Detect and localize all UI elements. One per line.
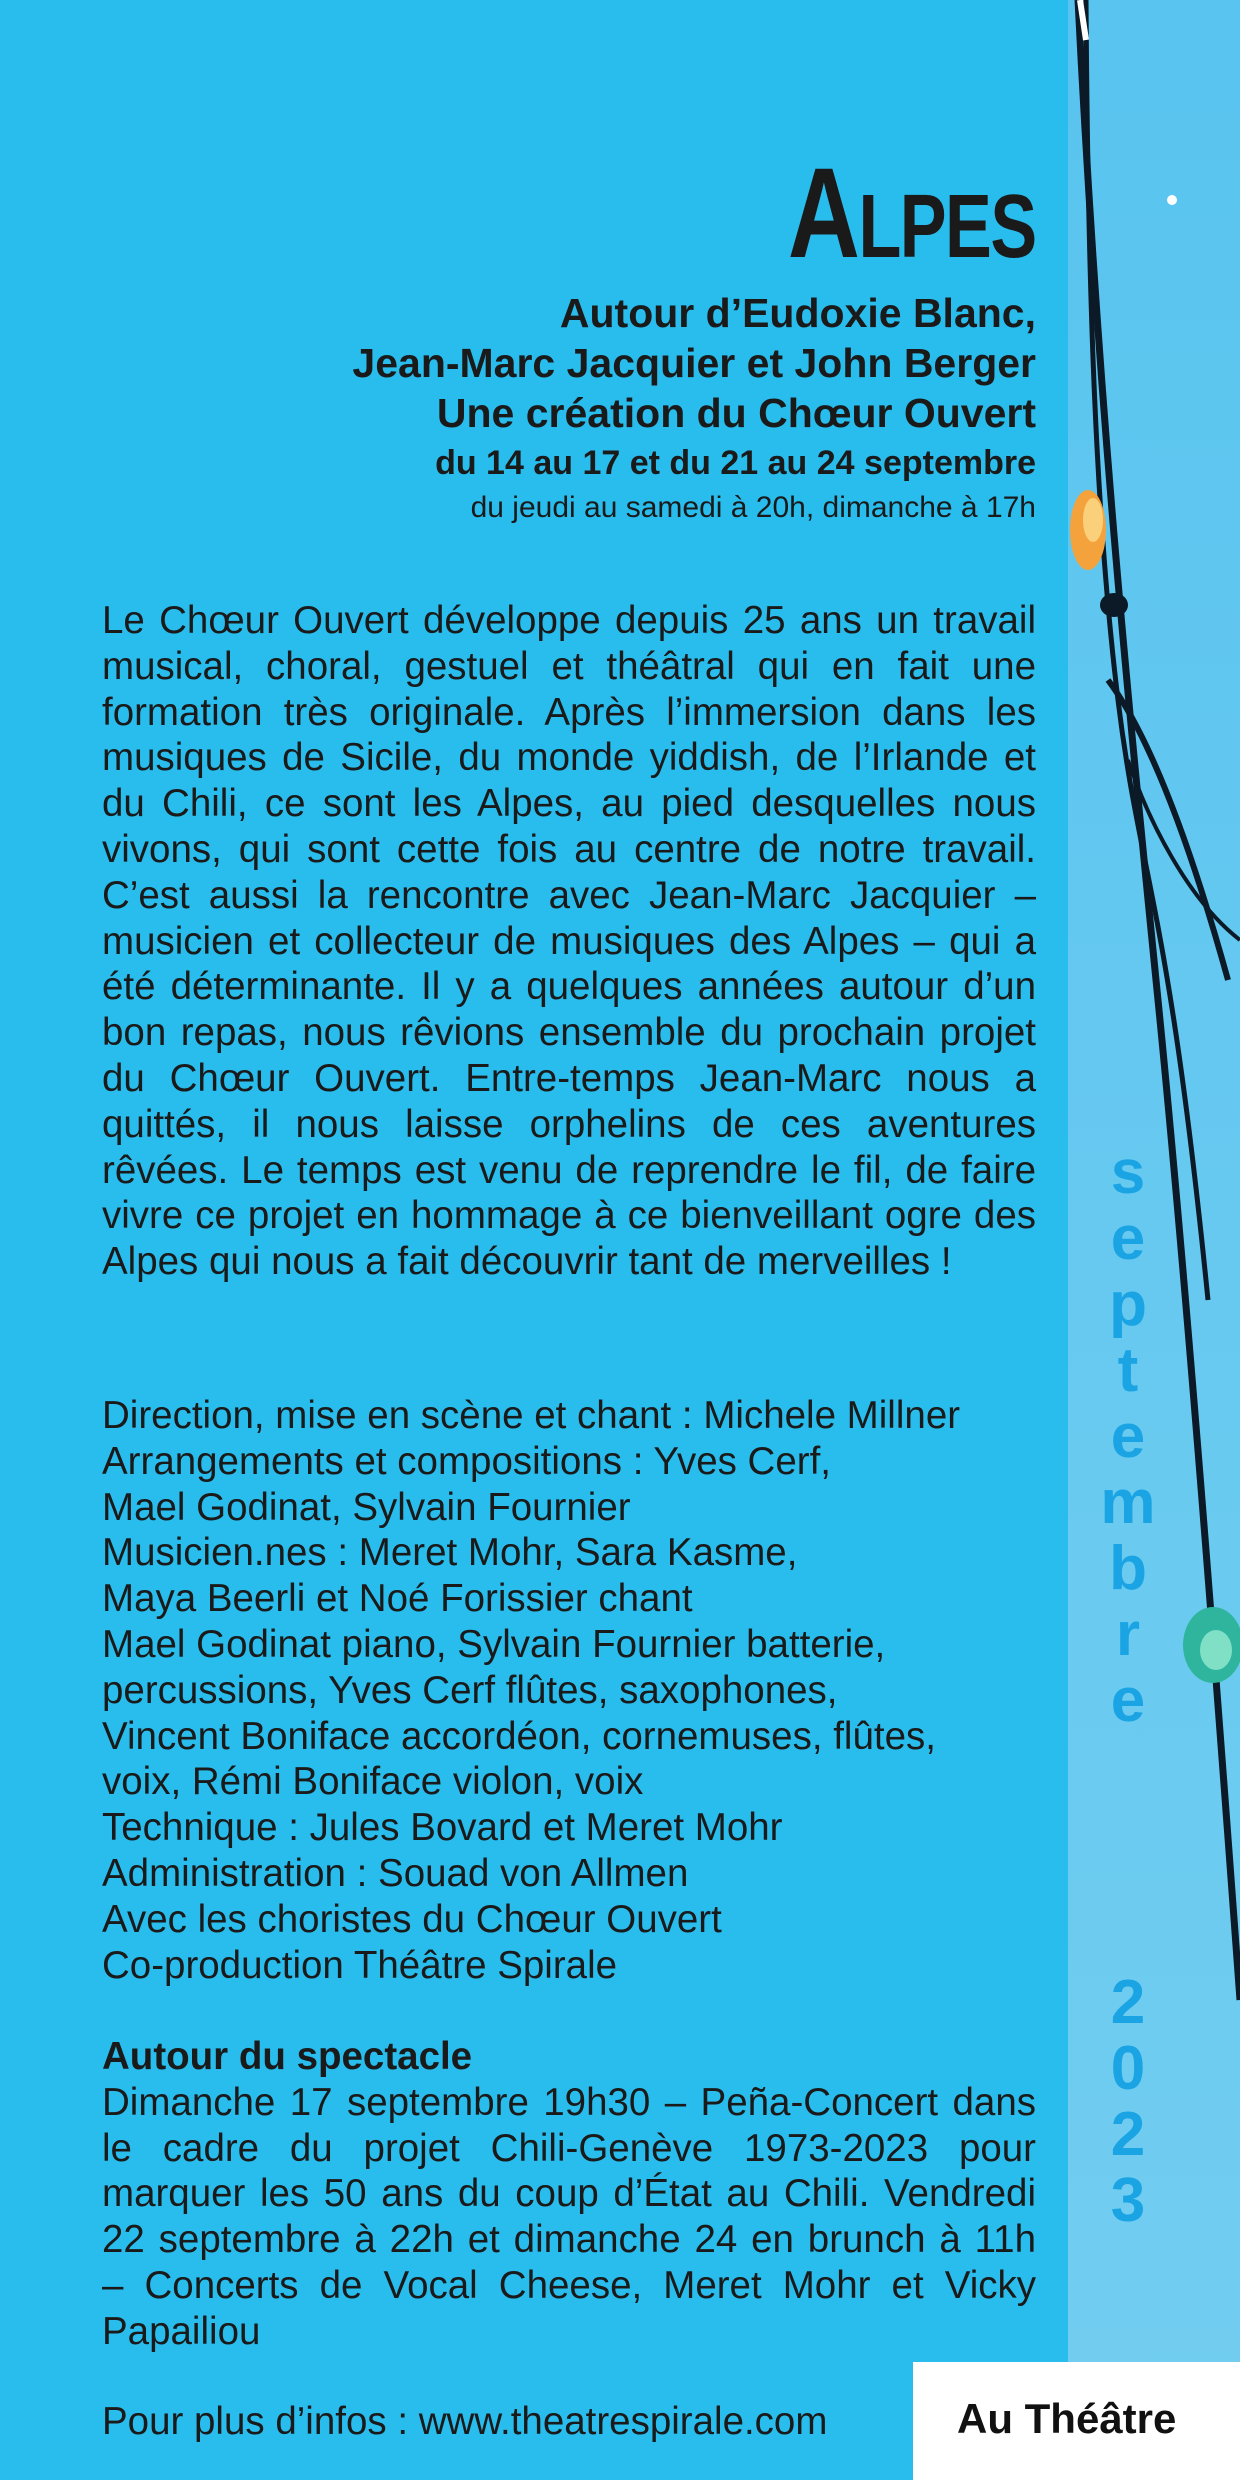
credit-line: Musicien.nes : Meret Mohr, Sara Kasme, [102, 1531, 798, 1575]
year-digit: 3 [1110, 2166, 1146, 2235]
vertical-year [1098, 1970, 1158, 2234]
page-title: Alpes [788, 142, 1036, 285]
year-digit: 2 [1110, 1968, 1146, 2037]
credits-list [102, 1393, 1036, 1988]
credit-line: Co-production Théâtre Spirale [102, 1943, 618, 1987]
month-letter: m [1100, 1468, 1156, 1537]
venue-box [913, 2362, 1240, 2480]
month-letter: e [1110, 1204, 1146, 1273]
credit-line: percussions, Yves Cerf flûtes, saxophones, [102, 1668, 838, 1712]
credit-line: Technique : Jules Bovard et Meret Mohr [102, 1806, 783, 1850]
month-letter: e [1110, 1402, 1146, 1471]
around-title: Autour du spectacle [102, 2035, 473, 2078]
credit-line: Arrangements et compositions : Yves Cerf, [102, 1439, 831, 1483]
venue-label: Au Théâtre [957, 2395, 1177, 2442]
credit-line: Administration : Souad von Allmen [102, 1851, 689, 1895]
subtitle-line: Autour d’Eudoxie Blanc, [559, 290, 1036, 336]
subtitle-line: Une création du Chœur Ouvert [436, 390, 1036, 436]
month-letter: e [1110, 1666, 1146, 1735]
year-digit: 2 [1110, 2100, 1146, 2169]
around-text: Dimanche 17 septembre 19h30 – Peña-Concert dans le cadre du projet Chili-Genève 1973-2023 pour marquer les 50 ans du coup d’État au Chili. Vendredi 22 septembre à 22h et dimanche 24 en brunch à 11h – Concerts de Vocal Cheese, Meret Mohr et Vicky Papailiou [102, 2080, 1036, 2353]
around-section [102, 2034, 1036, 2355]
month-letter: b [1109, 1534, 1147, 1603]
show-schedule: du jeudi au samedi à 20h, dimanche à 17h [470, 491, 1036, 524]
credit-line: Mael Godinat, Sylvain Fournier [102, 1485, 631, 1529]
credit-line: Vincent Boniface accordéon, cornemuses, flûtes, [102, 1714, 936, 1758]
footer-info: Pour plus d’infos : www.theatrespirale.com [102, 2400, 828, 2443]
credit-line: Maya Beerli et Noé Forissier chant [102, 1577, 693, 1621]
credit-line: Mael Godinat piano, Sylvain Fournier batterie, [102, 1622, 886, 1666]
month-letter: r [1115, 1600, 1141, 1669]
month-letter: t [1117, 1336, 1139, 1405]
month-letter: p [1109, 1270, 1147, 1339]
year-digit: 0 [1110, 2034, 1146, 2103]
credit-line: Direction, mise en scène et chant : Michele Millner [102, 1394, 961, 1437]
show-dates: du 14 au 17 et du 21 au 24 septembre [435, 444, 1036, 482]
credit-line: voix, Rémi Boniface violon, voix [102, 1760, 644, 1804]
header [352, 142, 1036, 530]
credit-line: Avec les choristes du Chœur Ouvert [102, 1897, 722, 1941]
intro-paragraph: Le Chœur Ouvert développe depuis 25 ans un travail musical, choral, gestuel et théâtral qui en fait une formation très originale. Après l’immersion dans les musiques de Sicile, du monde yiddish, de l’Irlande et du Chili, ce sont les Alpes, au pied desquelles nous vivons, qui sont cette fois au centre de notre travail. C’est aussi la rencontre avec Jean-Marc Jacquier – musicien et collecteur de musiques des Alpes – qui a été déterminante. Il y a quelques années autour d’un bon repas, nous rêvions ensemble du prochain projet du Chœur Ouvert. Entre-temps Jean-Marc nous a quittés, il nous laisse orphelins de ces aventures rêvées. Le temps est venu de reprendre le fil, de faire vivre ce projet en hommage à ce bienveillant ogre des Alpes qui nous a fait découvrir tant de merveilles ! [102, 599, 1036, 1284]
vertical-month [1098, 1140, 1158, 1734]
month-letter: s [1110, 1138, 1146, 1207]
subtitle-line: Jean-Marc Jacquier et John Berger [352, 340, 1036, 386]
